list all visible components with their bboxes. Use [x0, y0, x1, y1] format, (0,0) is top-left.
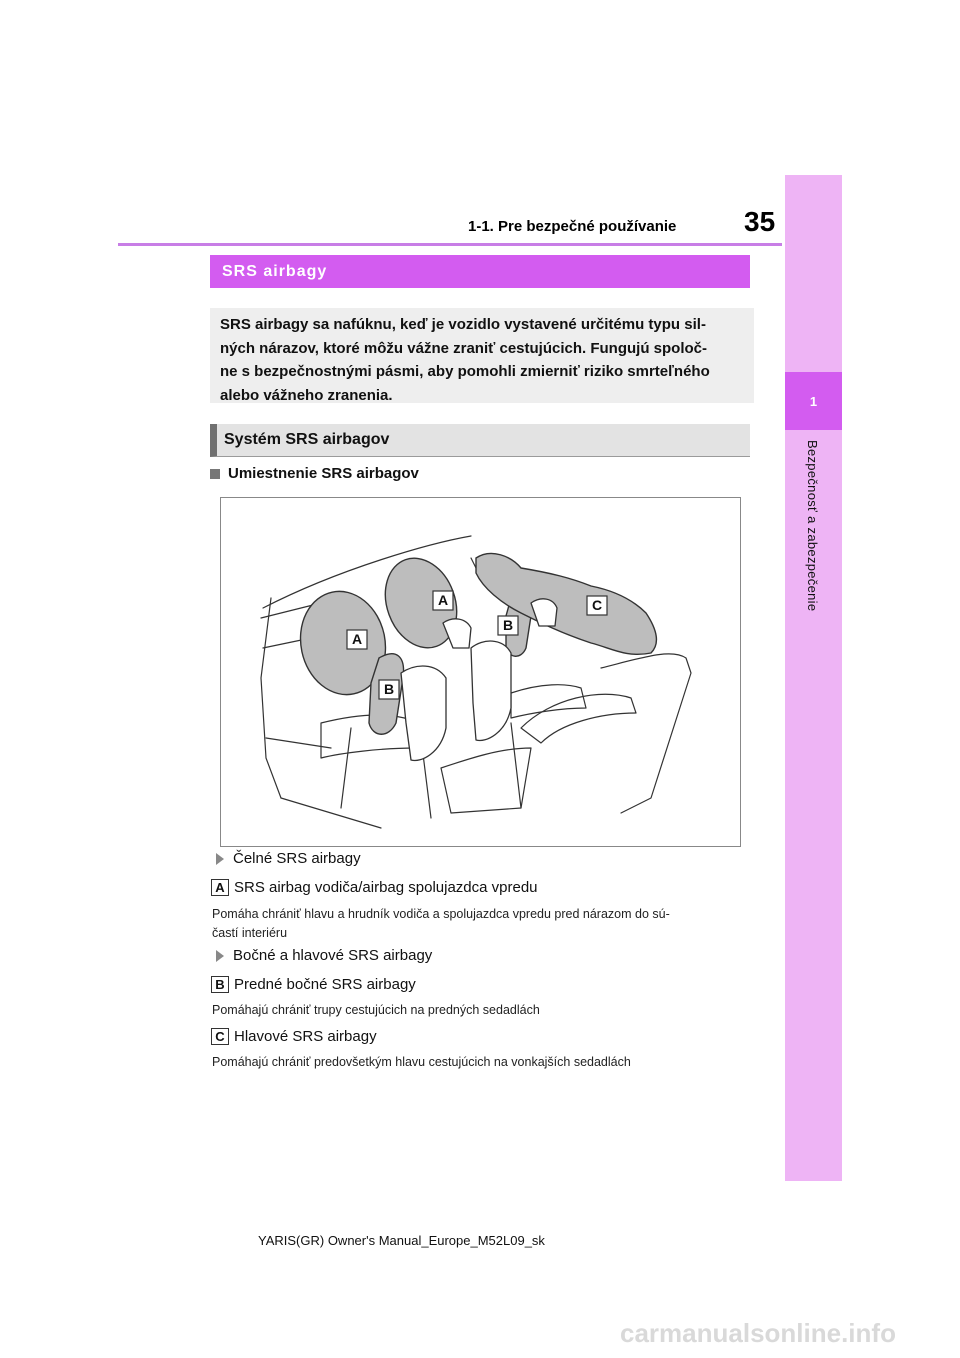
legend-group-side [216, 947, 432, 964]
legend-item-c [211, 1028, 377, 1045]
label-b-driver: B [383, 681, 395, 697]
door-line [261, 598, 281, 798]
legend-item-b-title: Predné bočné SRS airbagy [234, 976, 416, 993]
passenger-seatback [471, 641, 511, 740]
chapter-title: Bezpečnosť a zabezpečenie [805, 440, 820, 612]
bullet-heading-text: Umiestnenie SRS airbagov [228, 465, 419, 482]
driver-seatback [401, 666, 446, 760]
label-a-driver: A [351, 631, 363, 647]
legend-group-front-text: Čelné SRS airbagy [233, 850, 361, 867]
chapter-number: 1 [785, 372, 842, 430]
page-title: SRS airbagy [210, 255, 750, 288]
page-number: 35 [744, 206, 776, 237]
legend-item-c-description: Pomáhajú chrániť predovšetkým hlavu cestujúcich na vonkajších sedadlách [212, 1055, 631, 1069]
triangle-bullet-icon [216, 950, 224, 962]
curtain-airbag [476, 553, 656, 654]
legend-group-side-text: Bočné a hlavové SRS airbagy [233, 947, 433, 964]
intro-box [210, 308, 754, 403]
section-header: 1-1. Pre bezpečné používanie [468, 218, 677, 235]
legend-desc-line: častí interiéru [212, 926, 288, 940]
legend-group-front [216, 850, 361, 867]
rear-panel [601, 654, 691, 813]
legend-desc-line: Pomáha chrániť hlavu a hrudník vodiča a spolujazdca vpredu pred nárazom do sú- [212, 907, 670, 921]
letter-c-box: C [211, 1028, 229, 1045]
bullet-heading [210, 465, 419, 482]
footer-manual-id: YARIS(GR) Owner's Manual_Europe_M52L09_sk [258, 1233, 545, 1248]
subsection-heading: Systém SRS airbagov [210, 424, 750, 457]
letter-b-box: B [211, 976, 229, 993]
rear-seat-back [521, 694, 636, 743]
letter-a-box: A [211, 879, 229, 896]
header-rule [118, 243, 782, 246]
triangle-bullet-icon [216, 853, 224, 865]
airbag-illustration-svg [221, 498, 740, 846]
intro-line: SRS airbagy sa nafúknu, keď je vozidlo vystavené určitému typu sil- [220, 316, 706, 333]
legend-item-b [211, 976, 416, 993]
legend-item-c-title: Hlavové SRS airbagy [234, 1028, 377, 1045]
square-bullet-icon [210, 469, 220, 479]
chapter-side-tab [785, 175, 842, 1181]
legend-item-a [211, 879, 538, 896]
intro-line: alebo vážneho zranenia. [220, 386, 393, 404]
airbag-location-illustration [220, 497, 741, 847]
label-b-passenger: B [502, 617, 514, 633]
intro-line: ných nárazov, ktoré môžu vážne zraniť cestujúcich. Fungujú spoloč- [220, 339, 707, 357]
legend-item-a-title: SRS airbag vodiča/airbag spolujazdca vpredu [234, 879, 538, 896]
legend-item-b-description: Pomáhajú chrániť trupy cestujúcich na predných sedadlách [212, 1003, 540, 1017]
driver-headrest [443, 619, 471, 648]
passenger-seat-cushion [511, 685, 586, 718]
intro-line: ne s bezpečnostnými pásmi, aby pomohli zmierniť riziko smrteľného [220, 363, 710, 380]
watermark: carmanualsonline.info [620, 1318, 896, 1348]
label-a-passenger: A [437, 592, 449, 608]
passenger-headrest [531, 599, 557, 626]
legend-item-a-description [212, 905, 752, 943]
label-c-curtain: C [591, 597, 603, 613]
